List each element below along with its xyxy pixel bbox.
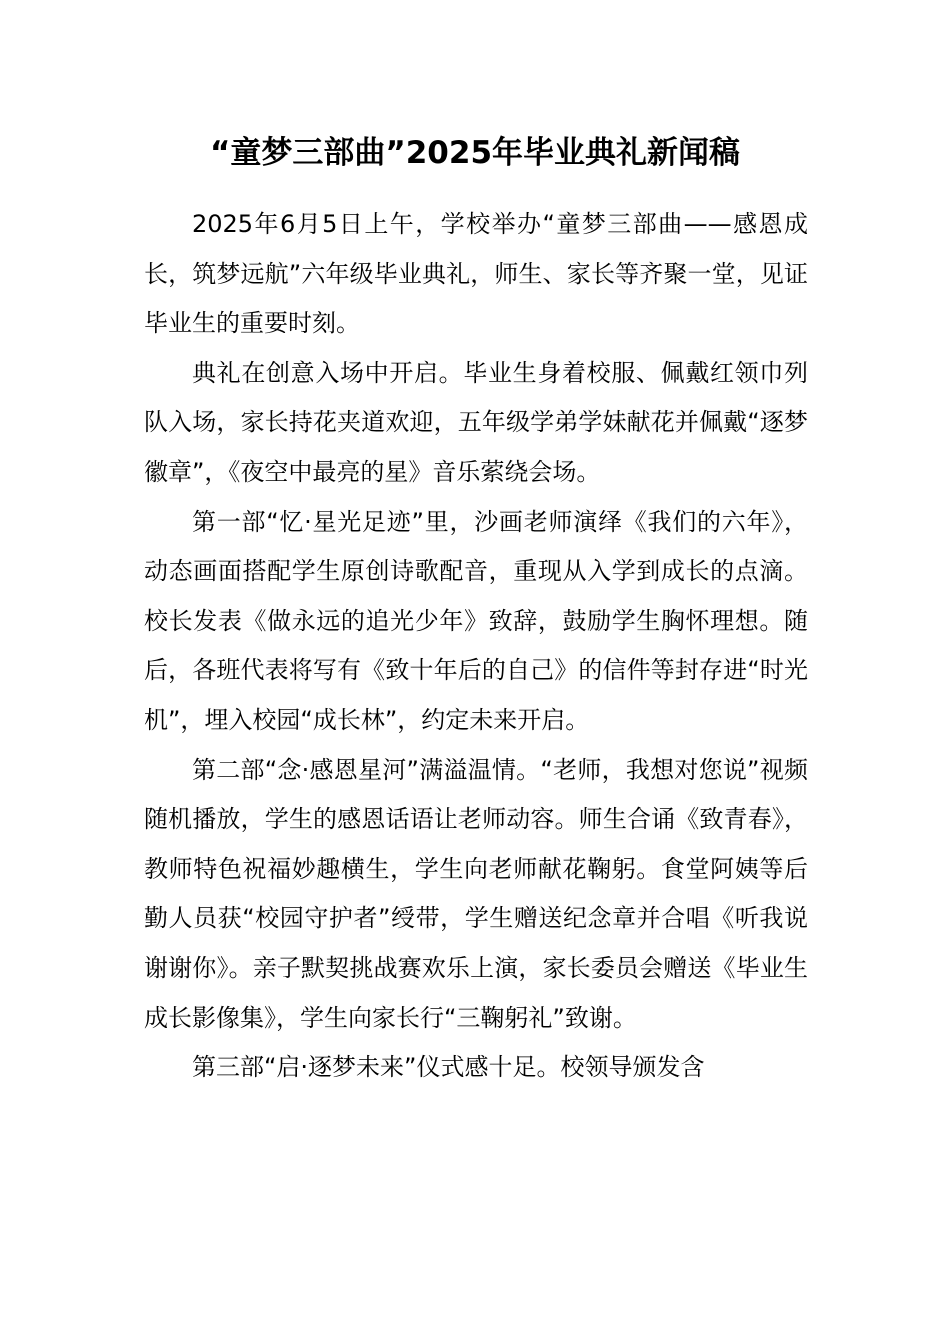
paragraph: 第三部“启·逐梦未来”仪式感十足。校领导颁发含 bbox=[192, 1053, 705, 1082]
paragraph: 第二部“念·感恩星河”满溢温情。“老师，我想对您说”视频随机播放，学生的感恩话语让老师动容。师生合诵《致青春》，教师特色祝福妙趣横生，学生向老师献花鞠躬。食堂阿姨等后勤人员获“校园守护者”绶带，学生赠送纪念章并合唱《听我说谢谢你》。亲子默契挑战赛欢乐上演，家长委员会赠送《毕业生成长影像集》，学生向家长行“三鞠躬礼”致谢。 bbox=[144, 755, 808, 1032]
paragraph: 典礼在创意入场中开启。毕业生身着校服、佩戴红领巾列队入场，家长持花夹道欢迎，五年级学弟学妹献花并佩戴“逐梦徽章”，《夜空中最亮的星》音乐萦绕会场。 bbox=[144, 358, 808, 486]
document-title: “童梦三部曲”2025年毕业典礼新闻稿 bbox=[209, 135, 741, 171]
document-body bbox=[144, 200, 808, 1093]
paragraph: 第一部“忆·星光足迹”里，沙画老师演绎《我们的六年》，动态画面搭配学生原创诗歌配音，重现从入学到成长的点滴。校长发表《做永远的追光少年》致辞，鼓励学生胸怀理想。随后，各班代表将写有《致十年后的自己》的信件等封存进“时光机”，埋入校园“成长林”，约定未来开启。 bbox=[144, 507, 808, 734]
paragraph: 2025年6月5日上午，学校举办“童梦三部曲——感恩成长，筑梦远航”六年级毕业典礼，师生、家长等齐聚一堂，见证毕业生的重要时刻。 bbox=[144, 210, 808, 338]
